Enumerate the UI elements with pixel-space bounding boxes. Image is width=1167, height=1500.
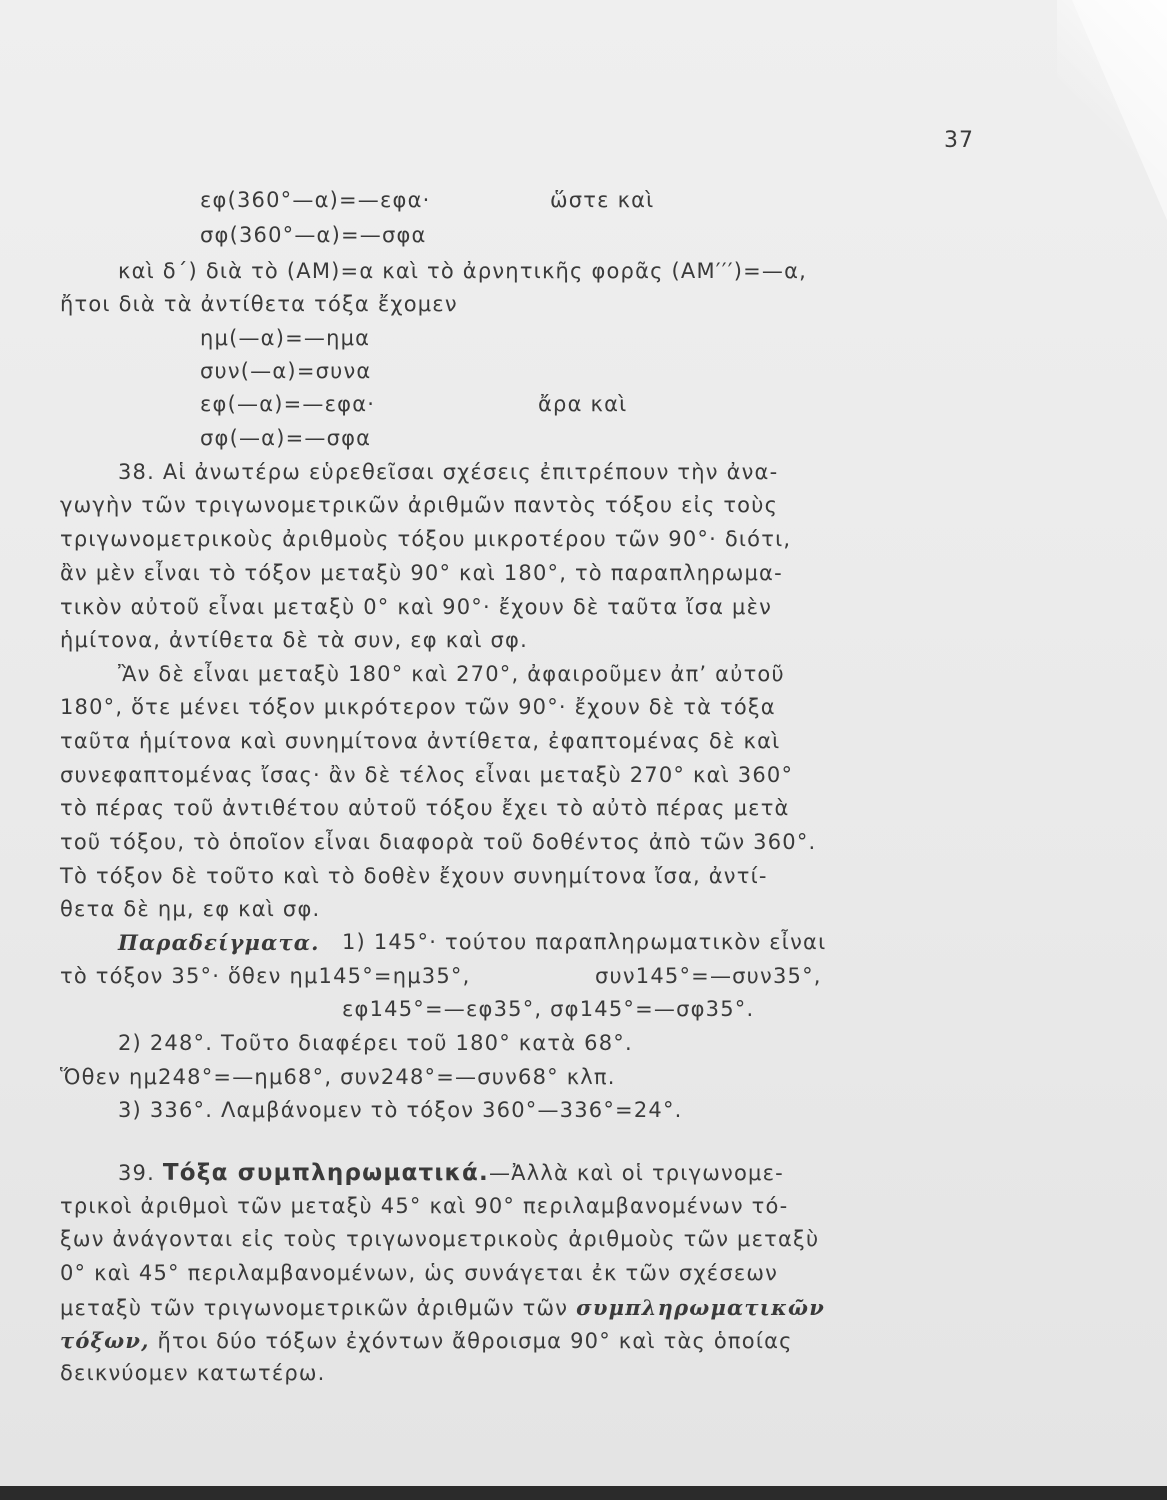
section39-line-6 [60,1330,793,1352]
section38-para2-line-7: Τὸ τόξον δὲ τοῦτο καὶ τὸ δοθὲν ἔχουν συνημίτονα ἴσα, ἀντί- [60,864,768,888]
section38-para2-line-3: ταῦτα ἡμίτονα καὶ συνημίτονα ἀντίθετα, ἐφαπτομένας δὲ καὶ [60,729,781,753]
formula-ef-360: εφ(360°—α)=—εφα· [200,188,431,212]
example-1-line-c: εφ145°=—εφ35°, σφ145°=—σφ35°. [342,997,755,1021]
text-line-antitheta: ἤτοι διὰ τὰ ἀντίθετα τόξα ἔχομεν [60,292,458,316]
example-3-line: 3) 336°. Λαμβάνομεν τὸ τόξον 360°—336°=24°. [118,1098,683,1122]
section38-line-1: 38. Αἱ ἀνωτέρω εὑρεθεῖσαι σχέσεις ἐπιτρέπουν τὴν ἀνα- [118,460,779,484]
example-1-line-b-right: συν145°=—συν35°, [595,964,822,988]
section39-line-3: ξων ἀνάγονται εἰς τοὺς τριγωνομετρικοὺς ἀριθμοὺς τῶν μεταξὺ [60,1227,820,1251]
section39-line-7: δεικνύομεν κατωτέρω. [60,1361,326,1385]
section39-line-4: 0° καὶ 45° περιλαμβανομένων, ὡς συνάγεται ἐκ τῶν σχέσεων [60,1261,779,1285]
formula-wste-kai: ὥστε καὶ [550,188,655,212]
section38-para2-line-4: συνεφαπτομένας ἴσας· ἂν δὲ τέλος εἶναι μεταξὺ 270° καὶ 360° [60,763,794,787]
section39-line-1 [118,1162,784,1185]
section38-para2-line-8: θετα δὲ ημ, εφ καὶ σφ. [60,897,321,921]
section39-title: Τόξα συμπληρωματικά. [162,1160,489,1186]
section39-term-italic: συμπληρωματικῶν [576,1295,826,1320]
examples-heading: Παραδείγματα. [118,930,320,955]
text-line-am: καὶ δ΄) διὰ τὸ (AM)=α καὶ τὸ ἀρνητικῆς φορᾶς (AM′′′)=—α, [118,259,808,283]
formula-sf-neg: σφ(—α)=—σφα [200,426,372,450]
example-2-line-a: 2) 248°. Τοῦτο διαφέρει τοῦ 180° κατὰ 68°. [118,1031,633,1055]
section39-term-toxon: τόξων, [60,1328,150,1353]
section38-para2-line-5: τὸ πέρας τοῦ ἀντιθέτου αὐτοῦ τόξου ἔχει τὸ αὐτὸ πέρας μετὰ [60,796,790,820]
section39-line-1-rest: —Ἀλλὰ καὶ οἱ τριγωνομε- [488,1161,784,1185]
example-1-line-a: 1) 145°· τούτου παραπληρωματικὸν εἶναι [342,930,827,954]
formula-syn-neg: συν(—α)=συνα [200,359,372,383]
section38-line-4: ἂν μὲν εἶναι τὸ τόξον μεταξὺ 90° καὶ 180°, τὸ παραπληρωμα- [60,561,783,585]
scan-bottom-edge [0,1486,1167,1500]
section38-line-3: τριγωνομετρικοὺς ἀριθμοὺς τόξου μικροτέρου τῶν 90°· διότι, [60,527,792,551]
section39-line-6-rest: ἤτοι δύο τόξων ἐχόντων ἄθροισμα 90° καὶ τὰς ὁποίας [157,1329,793,1353]
section38-para2-line-1: Ἂν δὲ εἶναι μεταξὺ 180° καὶ 270°, ἀφαιροῦμεν ἀπ’ αὐτοῦ [118,662,785,686]
section38-line-6: ἡμίτονα, ἀντίθετα δὲ τὰ συν, εφ καὶ σφ. [60,628,528,652]
section39-line-5-text: μεταξὺ τῶν τριγωνομετρικῶν ἀριθμῶν τῶν [60,1296,569,1320]
formula-ara-kai: ἄρα καὶ [538,392,628,416]
page-number: 37 [944,128,974,153]
page-corner-highlight [1057,0,1167,240]
formula-sf-360: σφ(360°—α)=—σφα [200,223,427,247]
section38-para2-line-2: 180°, ὅτε μένει τόξον μικρότερον τῶν 90°· ἔχουν δὲ τὰ τόξα [60,695,776,719]
formula-ef-neg: εφ(—α)=—εφα· [200,392,376,416]
example-1-line-b-left: τὸ τόξον 35°· ὅθεν ημ145°=ημ35°, [60,964,471,988]
section39-line-2: τρικοὶ ἀριθμοὶ τῶν μεταξὺ 45° καὶ 90° περιλαμβανομένων τό- [60,1194,789,1218]
section38-line-2: γωγὴν τῶν τριγωνομετρικῶν ἀριθμῶν παντὸς τόξου εἰς τοὺς [60,493,779,517]
example-2-line-b: Ὅθεν ημ248°=—ημ68°, συν248°=—συν68° κλπ. [60,1065,616,1089]
formula-hm-neg: ημ(—α)=—ημα [200,326,371,350]
section38-line-5: τικὸν αὐτοῦ εἶναι μεταξὺ 0° καὶ 90°· ἔχουν δὲ ταῦτα ἴσα μὲν [60,595,773,619]
section39-line-5 [60,1297,825,1319]
section38-para2-line-6: τοῦ τόξου, τὸ ὁποῖον εἶναι διαφορὰ τοῦ δοθέντος ἀπὸ τῶν 360°. [60,830,817,854]
section39-number: 39. [118,1161,155,1185]
